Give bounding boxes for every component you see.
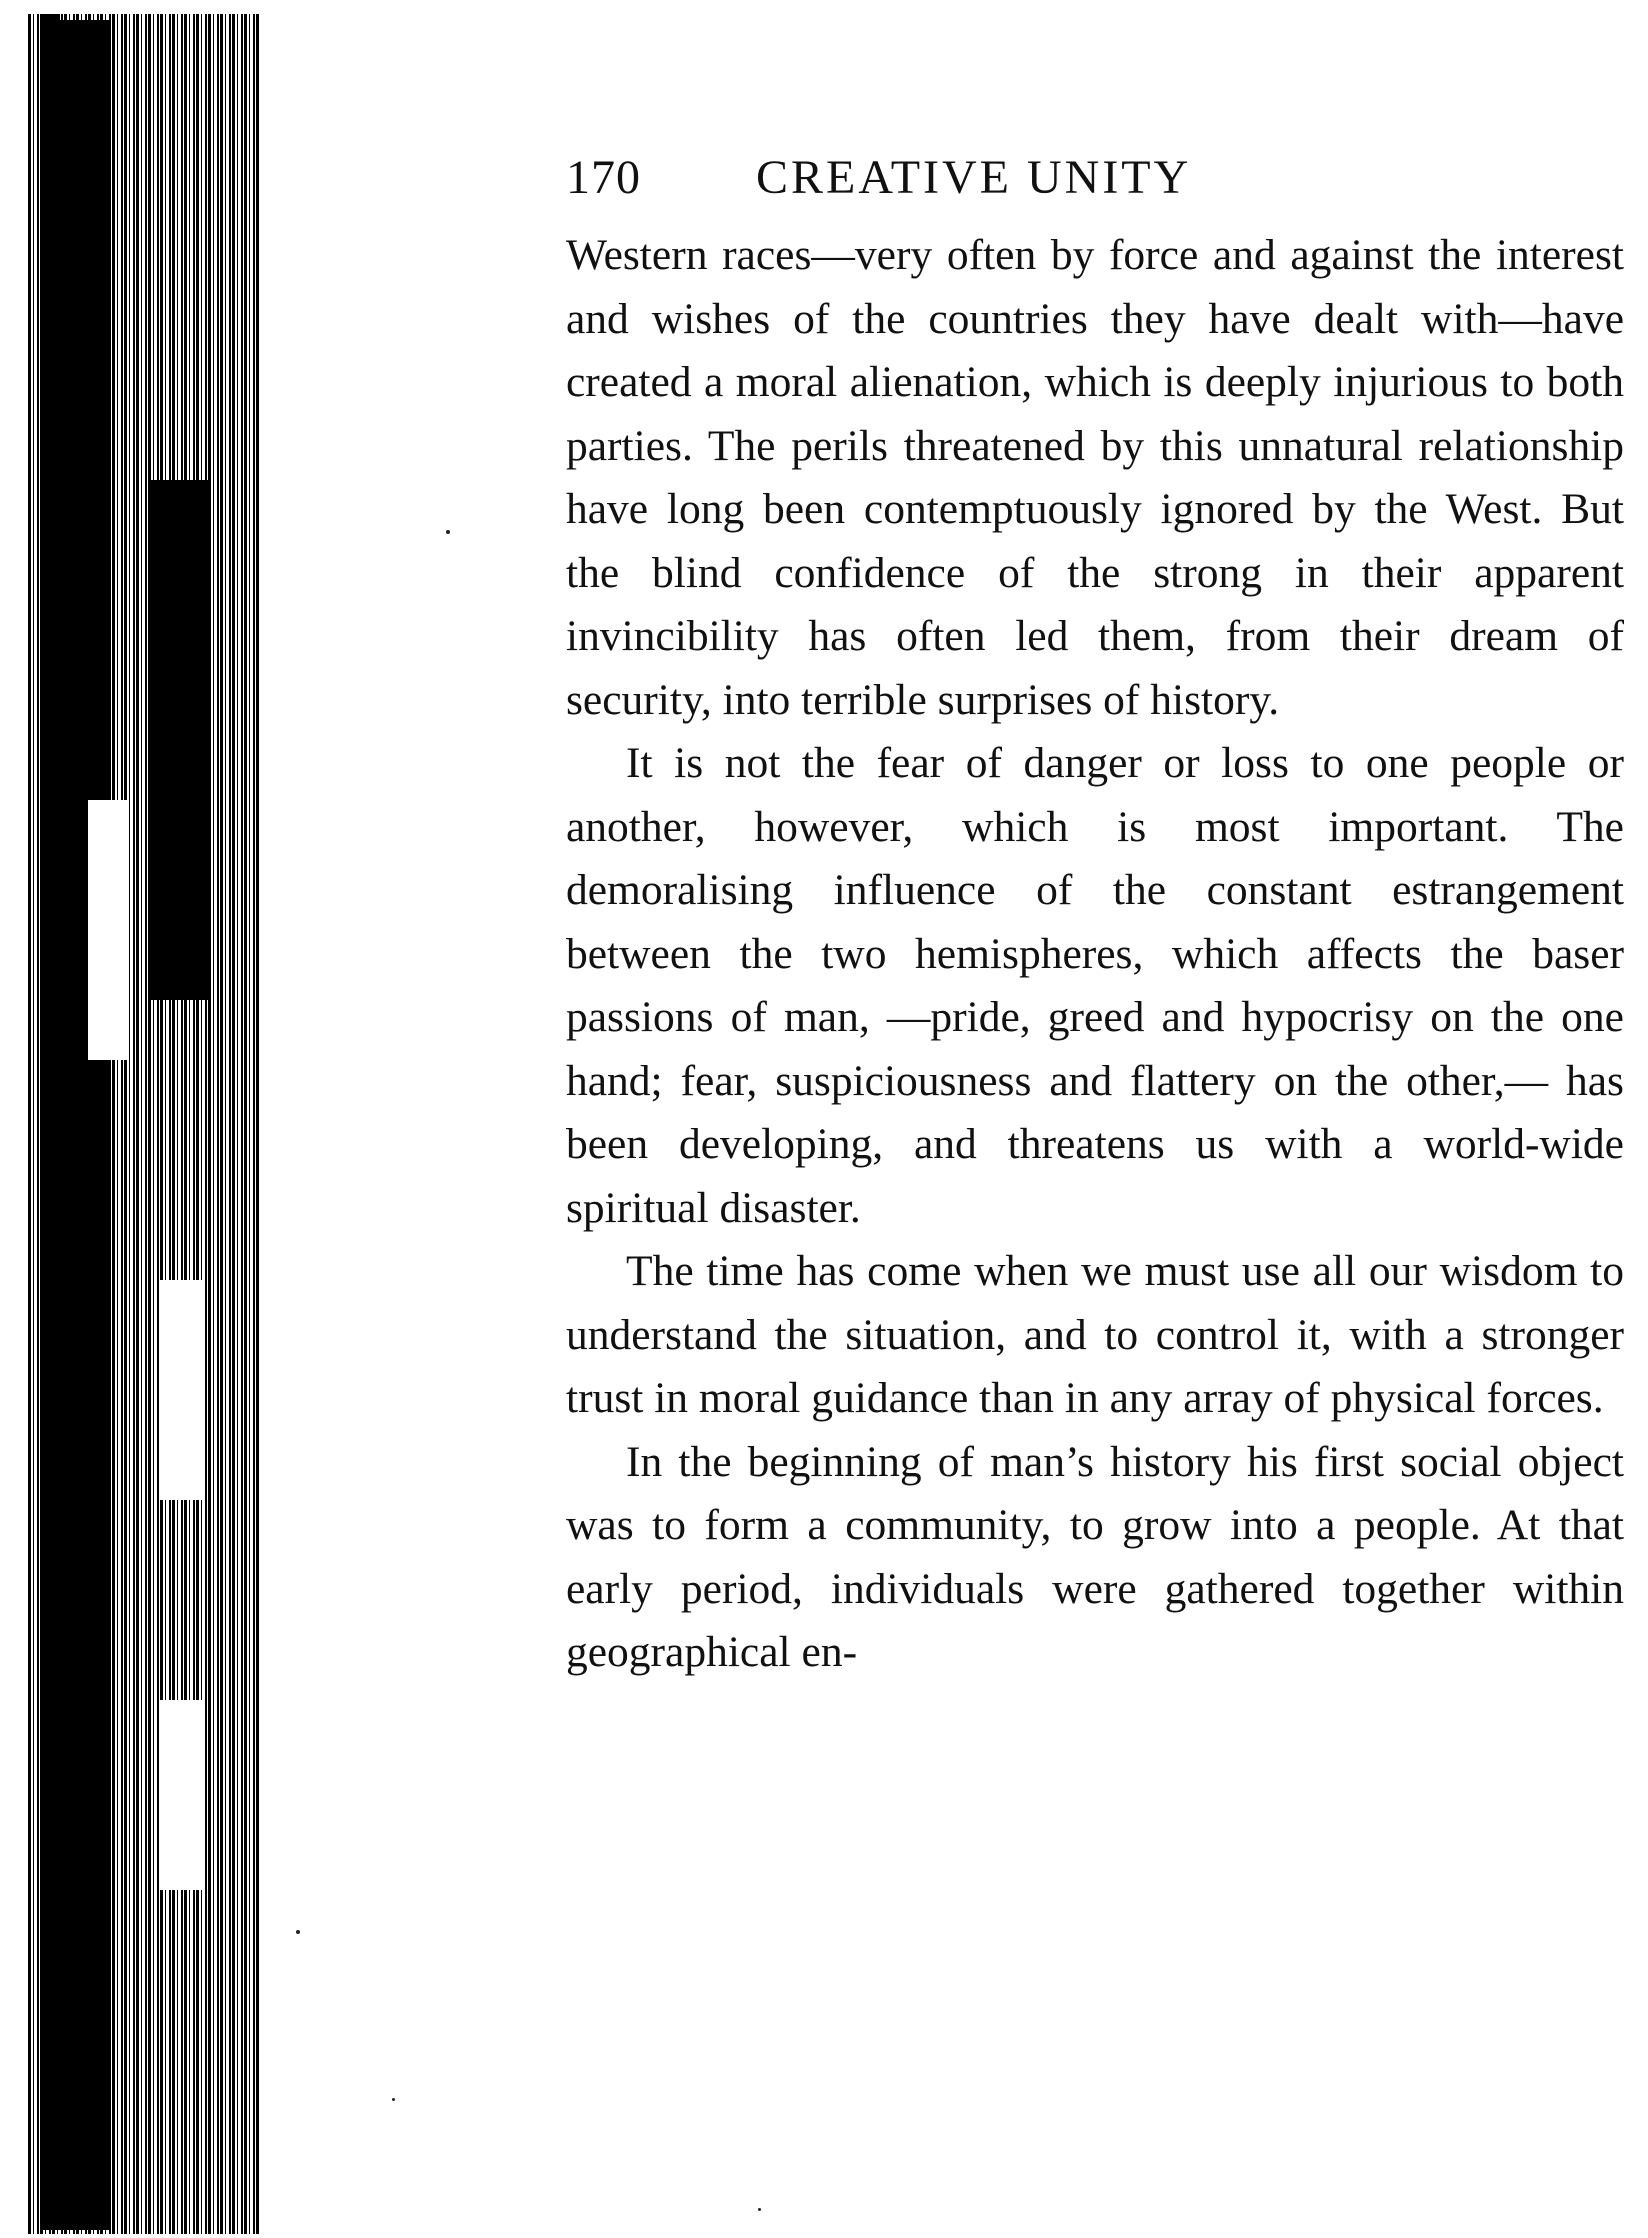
paragraph: It is not the fear of danger or loss to one people or another, however, which is most important. The demoralising influence of the constant estrangement between the two hemispheres, which affects the baser passions of man, —pride, greed and hypocrisy on the one hand; fear, suspiciousness and flattery on the other,— has been developing, and threatens us with a world-wide spiritual disaster. <box>566 739 1624 1232</box>
scan-speck <box>296 1930 300 1934</box>
paragraph: Western races—very often by force and against the interest and wishes of the countries they have dealt with—have created a moral alienation, which is deeply injurious to both parties. The perils threatened by this unnatural relationship have long been contemptuously ignored by the West. But the blind confidence of the strong in their apparent invincibility has often led them, from their dream of security, into terrible surprises of history. <box>566 231 1624 724</box>
scan-speck <box>446 530 450 534</box>
spine-shadow <box>150 480 208 1000</box>
scan-speck <box>758 2208 761 2211</box>
spine-highlight <box>88 800 128 1060</box>
spine-highlight <box>160 1280 202 1500</box>
running-head <box>566 150 1624 220</box>
scan-speck <box>392 2098 395 2101</box>
paragraph: In the beginning of man’s history his first social object was to form a community, to grow into a people. At that early period, individuals were gathered together within geographical en- <box>566 1437 1624 1676</box>
spine-highlight <box>160 1700 202 1890</box>
paragraph: The time has come when we must use all our wisdom to understand the situation, and to control it, with a stronger trust in moral guidance than in any array of physical forces. <box>566 1247 1624 1422</box>
page-number: 170 <box>566 151 641 204</box>
spine-shadow <box>40 20 110 2230</box>
book-page <box>566 150 1624 1685</box>
book-title: CREATIVE UNITY <box>756 151 1192 204</box>
body-text <box>566 224 1624 1685</box>
spine-top-corner <box>40 14 60 34</box>
